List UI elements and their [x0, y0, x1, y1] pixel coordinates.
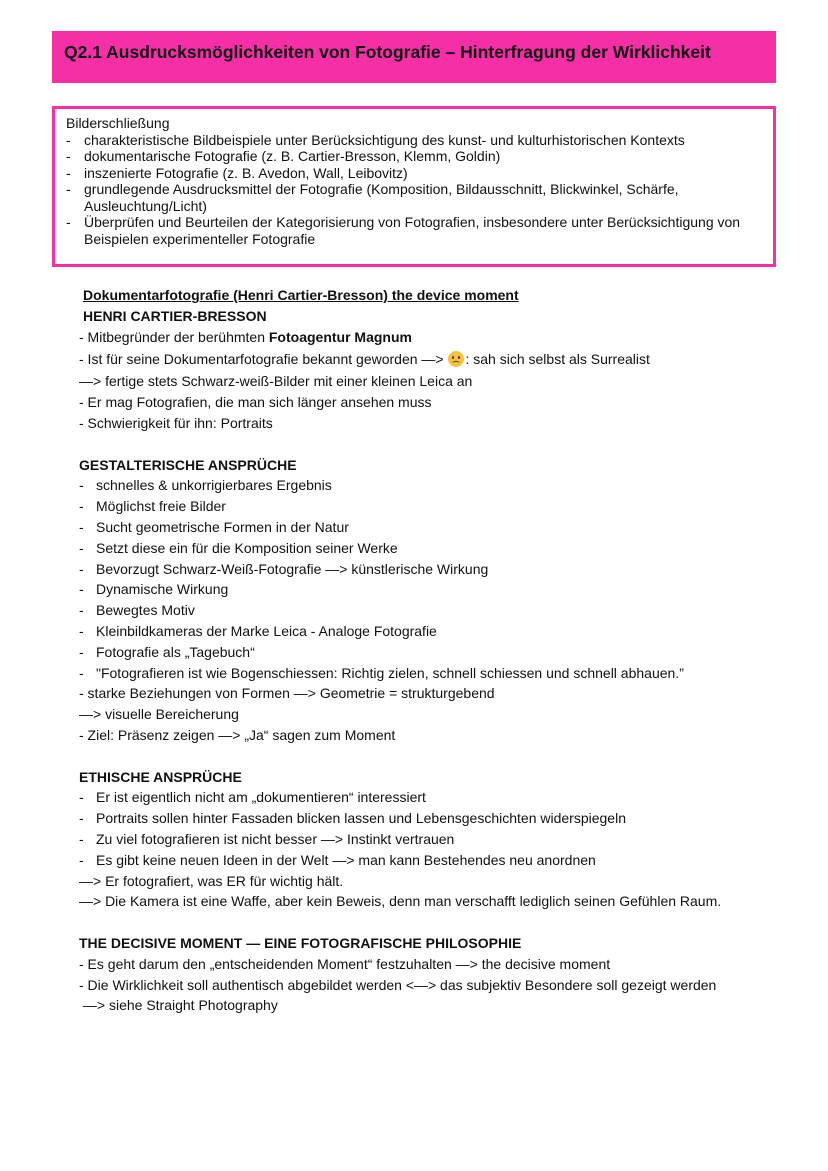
list-item: - Setzt diese ein für die Komposition seiner Werke	[79, 539, 398, 556]
note-line: - Ziel: Präsenz zeigen —> „Ja“ sagen zum Moment	[79, 726, 396, 743]
note-line: —> siehe Straight Photography	[79, 997, 278, 1014]
note-line: - starke Beziehungen von Formen —> Geometrie = strukturgebend	[79, 685, 495, 702]
note-line: - Es geht darum den „entscheidenden Moment“ festzuhalten —> the decisive moment	[79, 955, 611, 972]
topic-item: - inszenierte Fotografie (z. B. Avedon, Wall, Leibovitz)	[66, 164, 408, 181]
topic-item: - dokumentarische Fotografie (z. B. Cartier-Bresson, Klemm, Goldin)	[66, 148, 501, 164]
notes-content	[79, 285, 769, 1016]
ethik-heading: ETHISCHE ANSPRÜCHE	[79, 768, 242, 785]
note-line: - Die Wirklichkeit soll authentisch abgebildet werden <—> das subjektiv Besondere soll gezeigt werden	[79, 976, 717, 993]
list-item: - Es gibt keine neuen Ideen in der Welt —> man kann Bestehendes neu anordnen	[79, 851, 596, 868]
list-item: - Möglichst freie Bilder	[79, 498, 226, 515]
intro-line: - Schwierigkeit für ihn: Portraits	[79, 414, 273, 431]
page-title: Q2.1 Ausdrucksmöglichkeiten von Fotografie – Hinterfragung der Wirklichkeit	[64, 42, 711, 62]
gestalt-heading: GESTALTERISCHE ANSPRÜCHE	[79, 456, 297, 473]
topic-item: - charakteristische Bildbeispiele unter Berücksichtigung des kunst- und kulturhistorischen Kontexts	[66, 131, 685, 148]
confused-face-icon	[448, 351, 464, 367]
section-title: Dokumentarfotografie (Henri Cartier-Bresson) the device moment	[83, 287, 519, 303]
intro-line: - Mitbegründer der berühmten Fotoagentur Magnum	[79, 328, 412, 345]
note-line: —> Die Kamera ist eine Waffe, aber kein Beweis, denn man verschafft lediglich seinen Gefühlen Raum.	[79, 893, 722, 910]
list-item: - Bevorzugt Schwarz-Weiß-Fotografie —> künstlerische Wirkung	[79, 560, 489, 577]
topics-heading: Bilderschließung	[66, 115, 170, 131]
decisive-heading: THE DECISIVE MOMENT — EINE FOTOGRAFISCHE PHILOSOPHIE	[79, 934, 522, 951]
note-line: —> visuelle Bereicherung	[79, 706, 239, 723]
list-item: - Bewegtes Motiv	[79, 602, 195, 619]
list-item: - Zu viel fotografieren ist nicht besser —> Instinkt vertrauen	[79, 830, 455, 847]
intro-line: - Er mag Fotografien, die man sich länger ansehen muss	[79, 394, 432, 411]
list-item: - Er ist eigentlich nicht am „dokumentieren“ interessiert	[79, 789, 426, 806]
page-title-banner	[52, 31, 776, 83]
list-item: - schnelles & unkorrigierbares Ergebnis	[79, 477, 332, 494]
list-item: - Portraits sollen hinter Fassaden blicken lassen und Lebensgeschichten widerspiegeln	[79, 810, 626, 827]
list-item: - Kleinbildkameras der Marke Leica - Analoge Fotografie	[79, 622, 437, 639]
list-item: - Sucht geometrische Formen in der Natur	[79, 518, 349, 535]
list-item: - Fotografie als „Tagebuch“	[79, 643, 255, 660]
note-line: —> Er fotografiert, was ER für wichtig hält.	[79, 872, 344, 889]
topics-box	[52, 106, 776, 267]
intro-line: - Ist für seine Dokumentarfotografie bekannt geworden —> : sah sich selbst als Surrealist	[79, 351, 650, 368]
subtitle: HENRI CARTIER-BRESSON	[83, 307, 267, 324]
topic-item: - Überprüfen und Beurteilen der Kategorisierung von Fotografien, insbesondere unter Berücksichtigung von Beispielen experimenteller Fotografie	[66, 214, 741, 247]
intro-line: —> fertige stets Schwarz-weiß-Bilder mit einer kleinen Leica an	[79, 373, 473, 390]
list-item: - Dynamische Wirkung	[79, 581, 229, 598]
topic-item: - grundlegende Ausdrucksmittel der Fotografie (Komposition, Bildausschnitt, Blickwinkel, Schärfe, Ausleuchtung/Licht)	[66, 181, 679, 214]
list-item: - "Fotografieren ist wie Bogenschiessen: Richtig zielen, schnell schiessen und schnell abhauen.”	[79, 664, 684, 681]
